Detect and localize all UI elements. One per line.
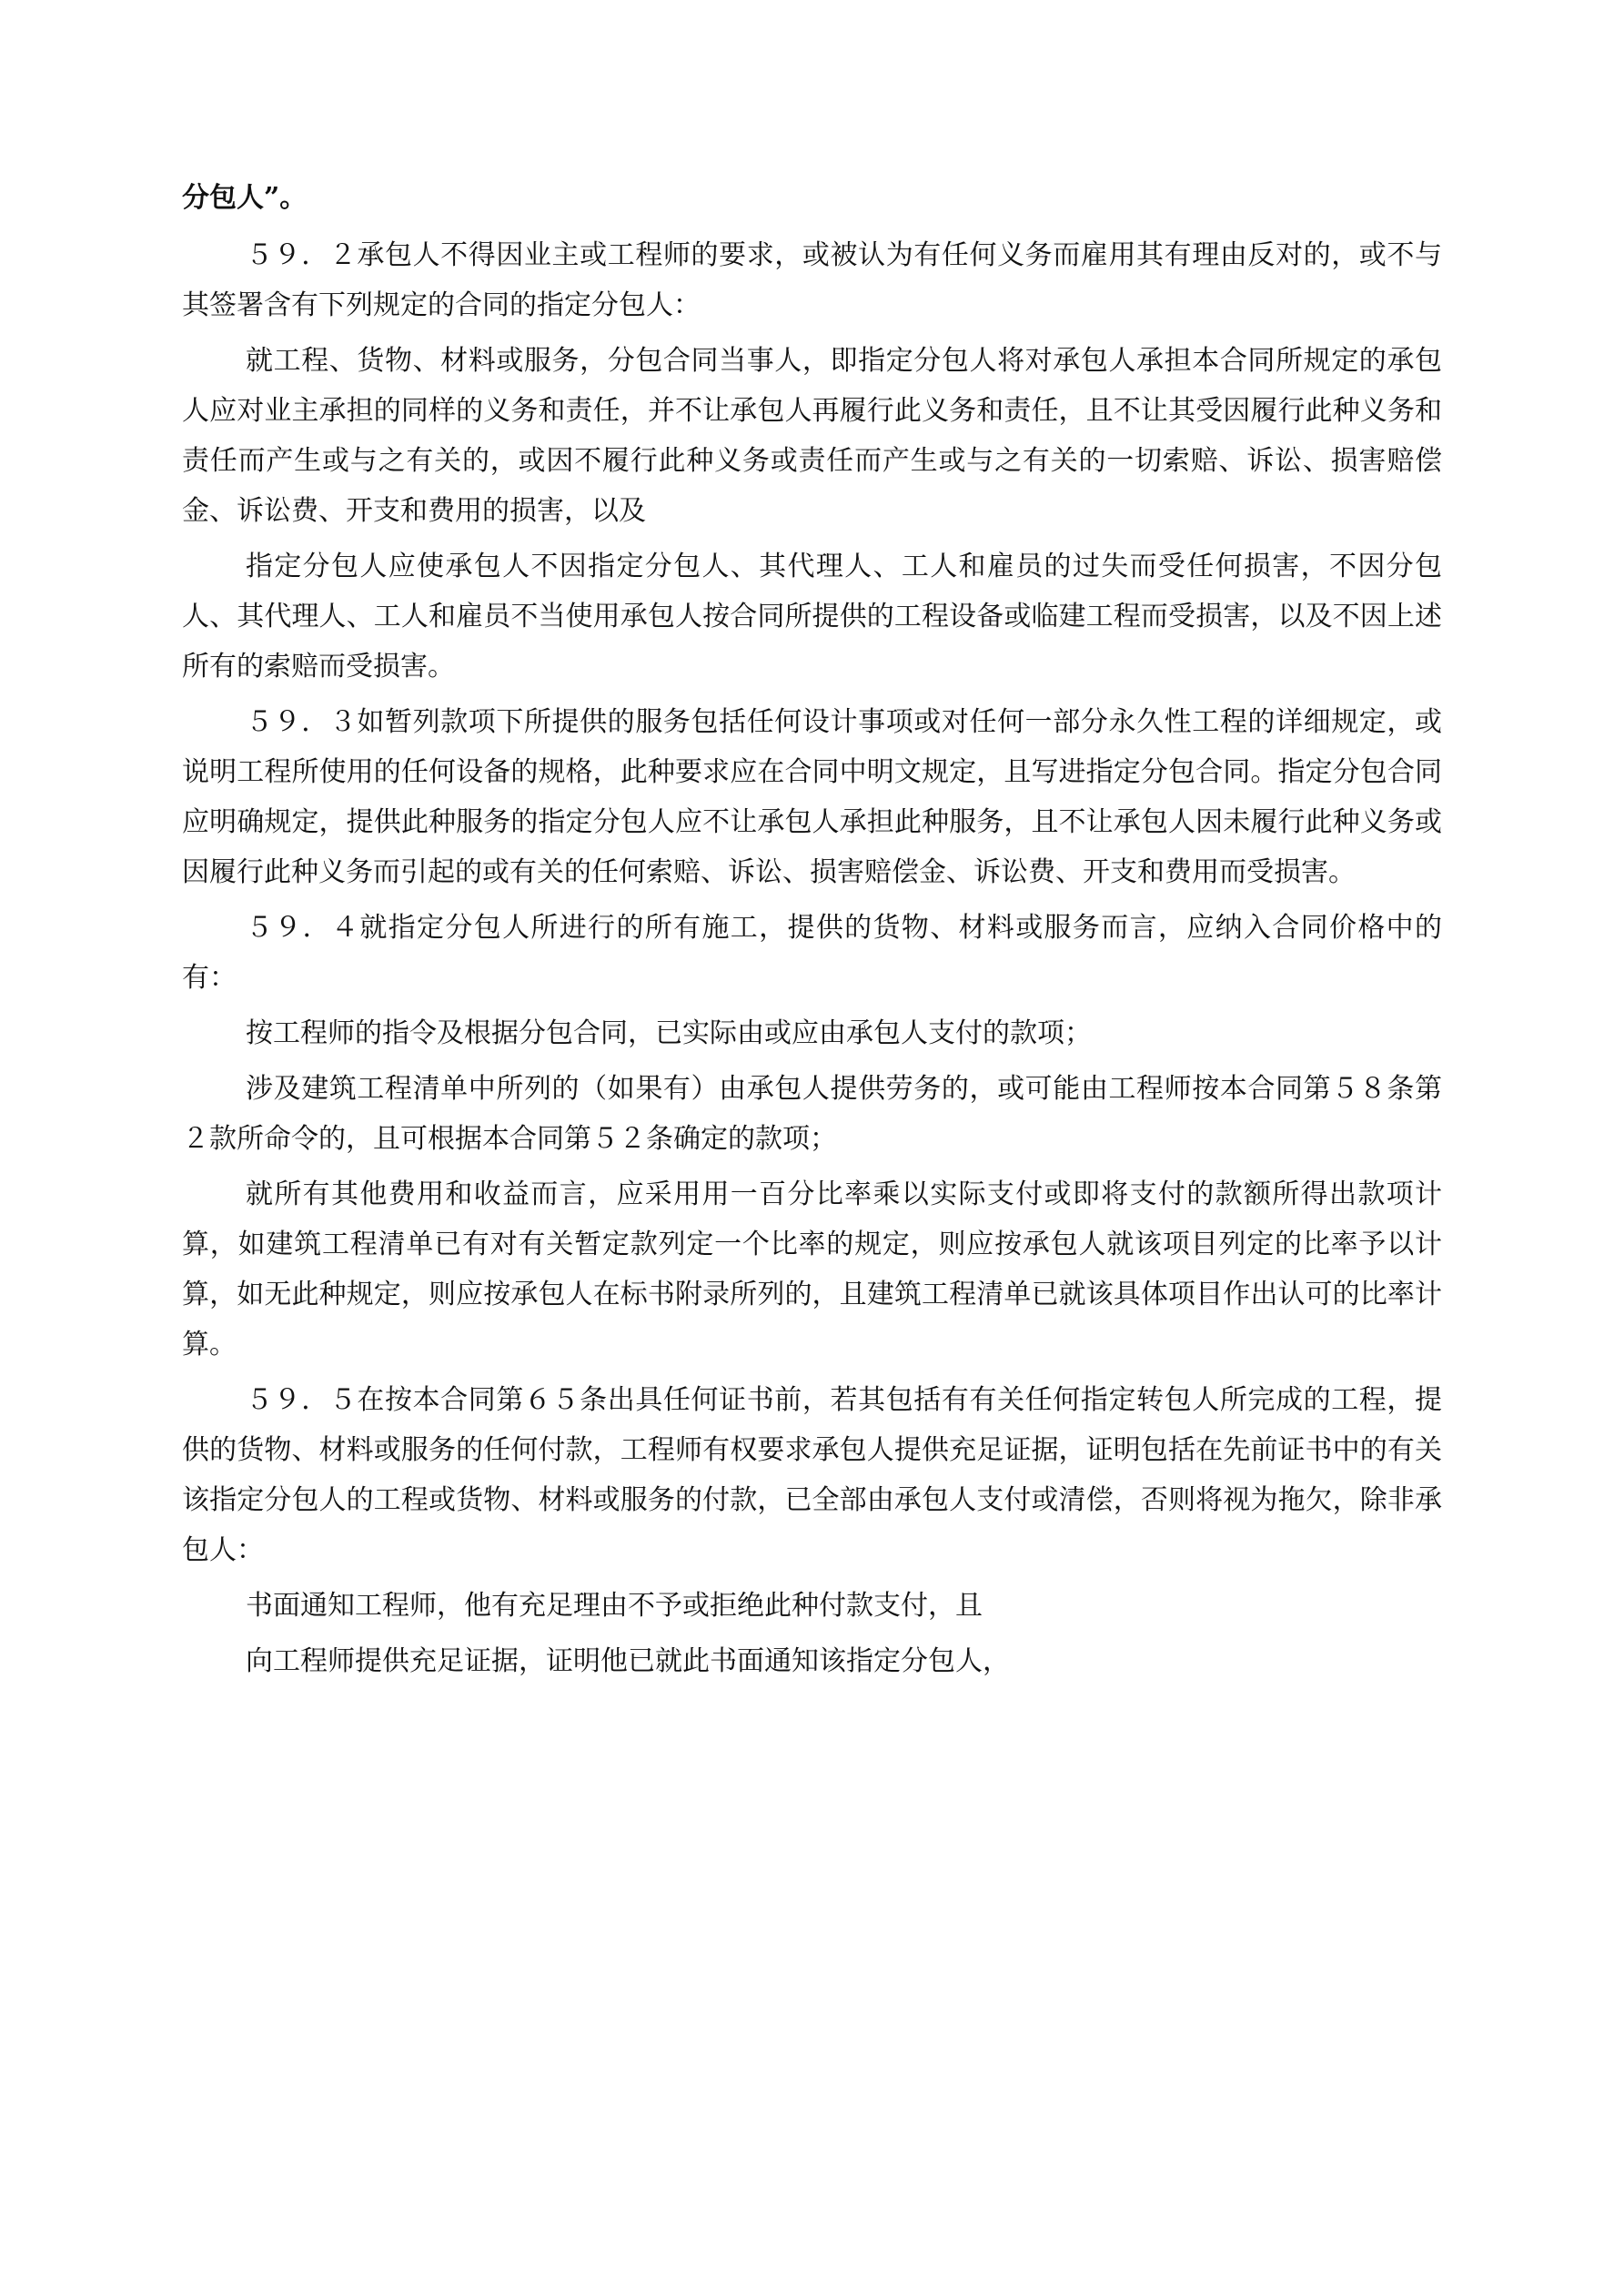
paragraph-subcontract-obligations: 就工程、货物、材料或服务，分包合同当事人，即指定分包人将对承包人承担本合同所规定的承包人应对业主承担的同样的义务和责任，并不让承包人再履行此义务和责任，且不让其受因履行此种义务和责任而产生或与之有关的，或因不履行此种义务或责任而产生或与之有关的一切索赔、诉讼、损害赔偿金、诉讼费、开支和费用的损害，以及 — [182, 345, 1442, 527]
paragraph-clause-59-4: ５９．４就指定分包人所进行的所有施工，提供的货物、材料或服务而言，应纳入合同价格中的有： — [182, 912, 1442, 994]
paragraph-clause-59-2: ５９．２承包人不得因业主或工程师的要求，或被认为有任何义务而雇用其有理由反对的，或不与其签署含有下列规定的合同的指定分包人： — [182, 239, 1442, 321]
paragraph-evidence-provided: 向工程师提供充足证据，证明他已就此书面通知该指定分包人， — [246, 1645, 1010, 1677]
paragraph-clause-59-3: ５９．３如暂列款项下所提供的服务包括任何设计事项或对任何一部分永久性工程的详细规定，或说明工程所使用的任何设备的规格，此种要求应在合同中明文规定，且写进指定分包合同。指定分包合同应明确规定，提供此种服务的指定分包人应不让承包人承担此种服务，且不让承包人因未履行此种义务或因履行此种义务而引起的或有关的任何索赔、诉讼、损害赔偿金、诉讼费、开支和费用而受损害。 — [182, 706, 1442, 888]
paragraph-clause-59-5: ５９．５在按本合同第６５条出具任何证书前，若其包括有有关任何指定转包人所完成的工程，提供的货物、材料或服务的任何付款，工程师有权要求承包人提供充足证据，证明包括在先前证书中的有关该指定分包人的工程或货物、材料或服务的付款，已全部由承包人支付或清偿，否则将视为拖欠，除非承包人： — [182, 1384, 1442, 1566]
paragraph-actual-payments: 按工程师的指令及根据分包合同，已实际由或应由承包人支付的款项； — [246, 1017, 1092, 1049]
paragraph-percentage-rate: 就所有其他费用和收益而言，应采用用一百分比率乘以实际支付或即将支付的款额所得出款项计算，如建筑工程清单已有对有关暂定款列定一个比率的规定，则应按承包人就该项目列定的比率予以计算，如无此种规定，则应按承包人在标书附录所列的，且建筑工程清单已就该具体项目作出认可的比率计算。 — [182, 1178, 1442, 1360]
document-body — [182, 173, 1442, 1692]
paragraph-labour-items: 涉及建筑工程清单中所列的（如果有）由承包人提供劳务的，或可能由工程师按本合同第５８条第２款所命令的，且可根据本合同第５２条确定的款项； — [182, 1073, 1442, 1155]
paragraph-notify-engineer: 书面通知工程师，他有充足理由不予或拒绝此种付款支付，且 — [246, 1590, 983, 1622]
paragraph-continuation: 分包人”。 — [182, 182, 308, 214]
paragraph-indemnity: 指定分包人应使承包人不因指定分包人、其代理人、工人和雇员的过失而受任何损害，不因分包人、其代理人、工人和雇员不当使用承包人按合同所提供的工程设备或临建工程而受损害，以及不因上述所有的索赔而受损害。 — [182, 551, 1442, 683]
